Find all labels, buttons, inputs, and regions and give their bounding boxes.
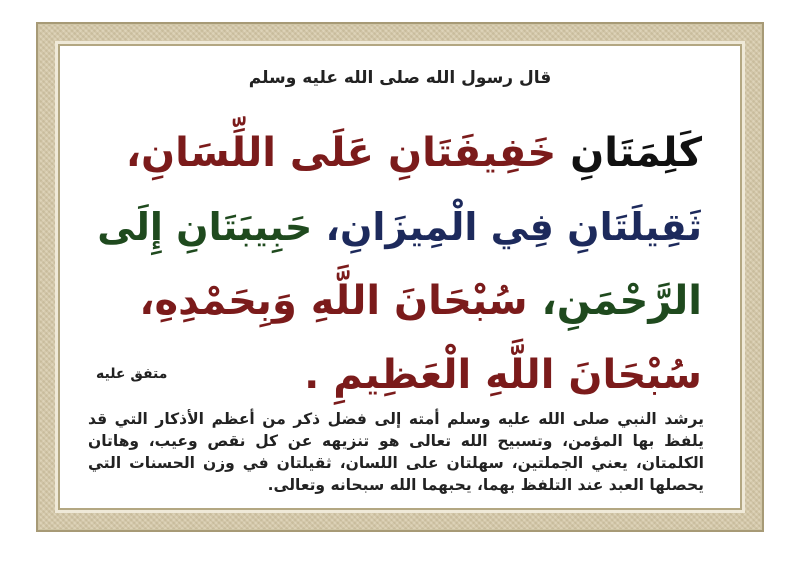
explanation-text: يرشد النبي صلى الله عليه وسلم أمته إلى فضل ذكر من أعظم الأذكار التي قد يلفظ بها المؤمن، وتسبيح الله تعالى هو تنزيهه عن كل نقص وعيب، وهاتان الكلمتان، يعني الجملتين، سهلتان على اللسان، ثقيلتان في وزن الحسنات التي يحصلها العبد عند التلفظ بهما، يحبهما الله سبحانه وتعالى. (88, 410, 704, 494)
hadith-line-3 (90, 264, 702, 338)
intro-text: قال رسول الله صلى الله عليه وسلم (248, 68, 552, 88)
hadith-phrase: عَلَى اللِّسَانِ، (125, 130, 388, 176)
hadith-phrase: حَبِيبَتَانِ إِلَى (97, 205, 313, 249)
hadith-source: متفق عليه (96, 366, 168, 382)
hadith-phrase: سُبْحَانَ اللَّهِ وَبِحَمْدِهِ، (139, 278, 528, 324)
hadith-text (90, 116, 702, 412)
hadith-phrase: كَلِمَتَانِ (556, 130, 702, 176)
hadith-phrase: خَفِيفَتَانِ (387, 130, 557, 176)
hadith-phrase: ثَقِيلَتَانِ فِي الْمِيزَانِ، (312, 205, 702, 249)
hadith-phrase: الرَّحْمَنِ، (527, 278, 702, 324)
hadith-phrase: سُبْحَانَ اللَّهِ الْعَظِيمِ . (304, 352, 702, 398)
hadith-line-2 (90, 190, 702, 264)
hadith-card (58, 44, 742, 510)
hadith-line-4 (90, 338, 702, 412)
decorative-frame (36, 22, 764, 532)
hadith-line-1 (90, 116, 702, 190)
